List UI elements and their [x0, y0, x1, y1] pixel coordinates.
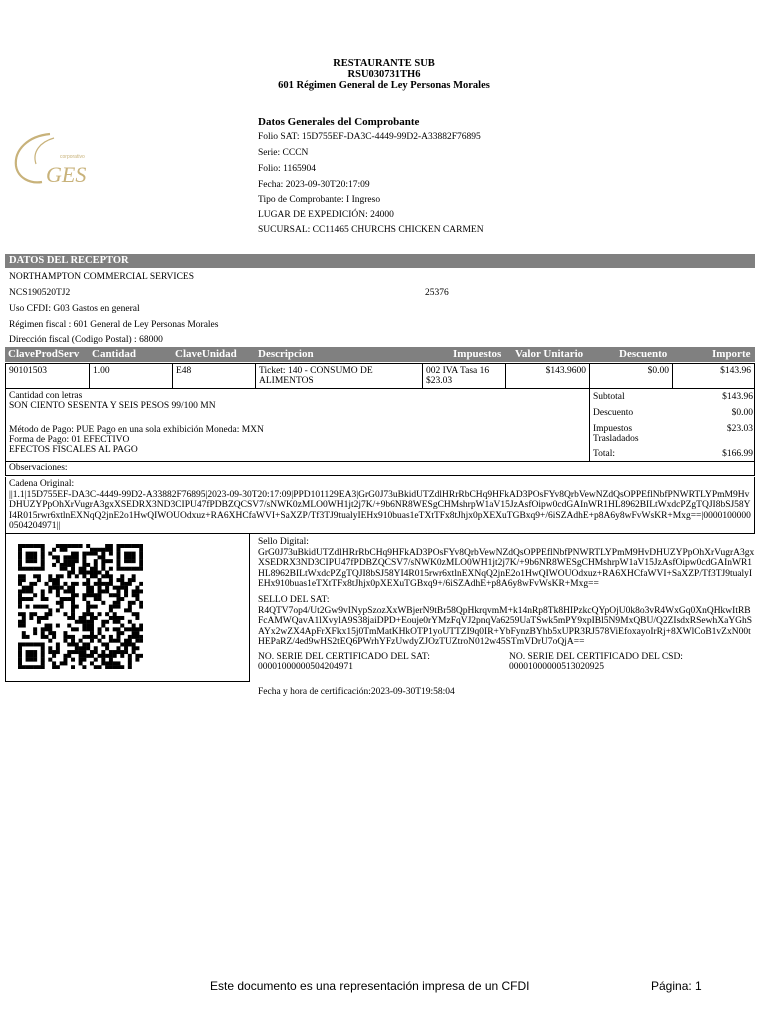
- emisor-nombre: RESTAURANTE SUB: [333, 58, 435, 69]
- cell-valor-unitario: $143.9600: [506, 364, 590, 388]
- receptor-nombre: NORTHAMPTON COMMERCIAL SERVICES: [9, 272, 194, 282]
- cell-cantidad: 1.00: [90, 364, 173, 388]
- metodo-pago: Método de Pago: PUE Pago en una sola exhibición Moneda: MXN: [9, 425, 264, 435]
- emisor-rfc: RSU030731TH6: [347, 69, 421, 80]
- fecha: Fecha: 2023-09-30T20:17:09: [258, 180, 370, 190]
- tipo-comprobante: Tipo de Comprobante: I Ingreso: [258, 195, 381, 205]
- table-row: [5, 363, 755, 389]
- forma-pago: Forma de Pago: 01 EFECTIVO: [9, 435, 130, 445]
- comprobante-title: Datos Generales del Comprobante: [258, 116, 420, 128]
- sello-sat-label: SELLO DEL SAT:: [258, 595, 330, 605]
- sello-digital-label: Sello Digital:: [258, 537, 309, 547]
- th-clave-prod: ClaveProdServ: [8, 348, 80, 360]
- totals-left: [6, 389, 590, 461]
- lugar-expedicion: LUGAR DE EXPEDICIÓN: 24000: [258, 210, 394, 220]
- sello-digital-text: GrG0J73uBkidUTZdlHRrRbCHq9HFkAD3POsFYv8QrbVewNZdQsOPPEflNbfPNWRTLYPmM9HvDHUZYPpOhXrVugrA3gxXSEDRX3ND3CIPU47fPDBZQCSV7/sNWK0zMLO0WH1jt2j7K/+9b6NR8WESgCHMshrpW1aV15JzAsfOipw0cdGAInWR1HL8962BILtWxdcPZgTQJI8bSJ58YI4R015rwr6xtlnEXNqQ2jnE2o1HwQIWOUOdxuz+RA6XHCfaWVI+SaXZP/Tf3TJ9tualyIEHx910buas1eTXtTFx8tJhjx0pXEXuTGBxq9+/6iSZAdhE+p8A6y8wFvWsKR+Mxg==: [258, 547, 755, 589]
- footer-leyenda: Este documento es una representación impresa de un CFDI: [210, 979, 530, 993]
- sello-digital: [258, 537, 755, 590]
- cadena-label: Cadena Original:: [9, 479, 75, 489]
- totals-block: [5, 389, 755, 462]
- folio-sat: Folio SAT: 15D755EF-DA3C-4449-99D2-A33882F76895: [258, 132, 481, 142]
- total-value: $166.99: [722, 449, 753, 459]
- efectos-fiscales: EFECTOS FISCALES AL PAGO: [9, 445, 138, 455]
- direccion-fiscal: Dirección fiscal (Codigo Postal) : 68000: [9, 335, 163, 345]
- receptor-rfc: NCS190520TJ2: [9, 288, 71, 298]
- items-header: [5, 347, 755, 362]
- observaciones: Observaciones:: [5, 462, 755, 476]
- cell-clave-unidad: E48: [173, 364, 256, 388]
- serie: Serie: CCCN: [258, 148, 309, 158]
- impuestos-value: $23.03: [726, 424, 753, 434]
- cert-csd: 00001000000513020925: [509, 662, 604, 672]
- gfs-logo-icon: [10, 128, 95, 188]
- uso-cfdi: Uso CFDI: G03 Gastos en general: [9, 304, 140, 314]
- th-descuento: Descuento: [619, 348, 668, 360]
- total-label: Total:: [593, 449, 616, 459]
- sello-sat-text: R4QTV7op4/Ut2Gw9vINypSzozXxWBjerN9tBr58QpHkrqvmM+k14nRp8Tk8HIPzkcQYpOjU0k8o3vR4WxGq0XnQHkwItRBFcAMWQavA1lXvylA9S38jaiDPD+Eouje0rYMzFqVJ2pnqVa6259UaTSwk5mPY9xpIBl5N9MxQBU/Q2ZIsdxRSewhXaYGhSAYx2wZX4ApFrXFkx15j0TmMatKHkOTP1yoUTTZI9q0IR+YbFynzBYhb5xUPR3RJ578ViEfoxayoIrRj+8XWlCoB1vZxN00tHEPaRZ/4ed9wHS2tEQ6PWrhYFzUwdyZJOzTUZtroN012w45STmVDrU7oQjA==: [258, 605, 753, 647]
- cantidad-letra-label: Cantidad con letras: [9, 391, 83, 401]
- th-importe: Importe: [712, 348, 751, 360]
- descuento-label: Descuento: [593, 408, 634, 418]
- cadena-original: [5, 477, 755, 534]
- svg-text:corporativo: corporativo: [60, 154, 85, 160]
- cell-clave-prod: 90101503: [6, 364, 90, 388]
- receptor-numero: 25376: [425, 288, 449, 298]
- impuestos-label: Impuestos Trasladados: [593, 424, 639, 444]
- cell-importe: $143.96: [720, 366, 751, 376]
- cell-descuento: $0.00: [590, 364, 673, 388]
- th-valor-unitario: Valor Unitario: [515, 348, 584, 360]
- cadena-text: ||1.1|15D755EF-DA3C-4449-99D2-A33882F76895|2023-09-30T20:17:09|PPD101129EA3|GrG0J73uBkidUTZdlHRrRbCHq9HFkAD3POsFYv8QrbVewNZdQsOPPEflNbfPNWRTLYPmM9HvDHUZYPpOhXrVugrA3gxXSEDRX3ND3CIPU47fPDBZQCSV7/sNWK0zMLO0WH1jt2j7K/+9b6NR8WESgCHMshrpW1aV15JzAsfOipw0cdGAInWR1HL8962BILtWxdcPZgTQJI8bSJ58YI4R015rwr6xtlnEXNqQ2jnE2o1HwQIWOUOdxuz+RA6XHCfaWVI+SaXZP/Tf3TJ9tualyIEHx910buas1eTXtTFx8tJhjx0pXEXuTGBxq9+/6iSZAdhE+p8A6y8wFvWsKR+Mxg==|00001000000504204971||: [9, 489, 751, 531]
- svg-text:GES: GES: [46, 162, 87, 187]
- receptor-regimen: Régimen fiscal : 601 General de Ley Personas Morales: [9, 320, 219, 330]
- subtotal-label: Subtotal: [593, 392, 625, 402]
- subtotal-value: $143.96: [722, 392, 753, 402]
- th-clave-unidad: ClaveUnidad: [175, 348, 237, 360]
- emisor-regimen: 601 Régimen General de Ley Personas Morales: [278, 80, 490, 91]
- cert-csd-label: NO. SERIE DEL CERTIFICADO DEL CSD:: [509, 652, 683, 662]
- footer-pagina: Página: 1: [651, 979, 702, 993]
- cert-sat-label: NO. SERIE DEL CERTIFICADO DEL SAT:: [258, 652, 430, 662]
- receptor-title: DATOS DEL RECEPTOR: [5, 254, 755, 268]
- cell-descripcion: Ticket: 140 - CONSUMO DE ALIMENTOS: [256, 364, 423, 388]
- qr-code-icon: [18, 544, 143, 669]
- qr-container: [5, 534, 250, 682]
- cert-sat: 00001000000504204971: [258, 662, 353, 672]
- th-descripcion: Descripcion: [258, 348, 314, 360]
- cell-impuestos: 002 IVA Tasa 16 $23.03: [423, 364, 506, 388]
- folio: Folio: 1165904: [258, 164, 316, 174]
- fecha-certificacion: Fecha y hora de certificación:2023-09-30T19:58:04: [258, 687, 455, 697]
- th-cantidad: Cantidad: [92, 348, 137, 360]
- th-impuestos: Impuestos: [453, 348, 502, 360]
- sucursal: SUCURSAL: CC11465 CHURCHS CHICKEN CARMEN: [258, 225, 484, 235]
- descuento-value: $0.00: [731, 408, 753, 418]
- sello-sat: [258, 595, 755, 648]
- cantidad-letra: SON CIENTO SESENTA Y SEIS PESOS 99/100 MN: [9, 401, 216, 411]
